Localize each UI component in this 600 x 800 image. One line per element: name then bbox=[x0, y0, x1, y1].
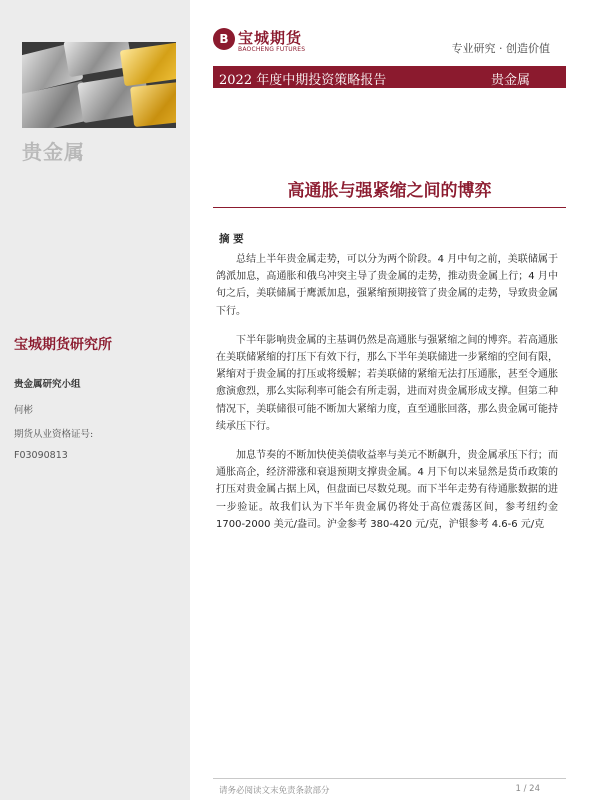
abstract-body bbox=[216, 251, 558, 545]
abstract-paragraph-1: 总结上半年贵金属走势，可以分为两个阶段。4 月中旬之前，美联储属于鸽派加息，高通胀和俄乌冲突主导了贵金属的走势，推动贵金属上行；4 月中旬之后，美联储属于鹰派加息，强紧缩预期接管了贵金属的走势，导致贵金属下行。 bbox=[216, 254, 558, 317]
report-category: 贵金属 bbox=[490, 73, 530, 88]
abstract-paragraph-2: 下半年影响贵金属的主基调仍然是高通胀与强紧缩之间的博弈。若高通胀在美联储紧缩的打压下有效下行，那么下半年美联储进一步紧缩的空间有限，紧缩对于贵金属的打压或将缓解；若美联储的紧缩无法打压通胀，甚至令通胀愈演愈烈，那么实际利率可能会有所走弱，进而对贵金属形成支撑。但第二种情况下，美联储很可能不断加大紧缩力度，直至通胀回落，那么贵金属可能持续承压下行。 bbox=[216, 334, 558, 432]
page-number: 1 / 24 bbox=[515, 784, 540, 794]
slogan: 专业研究 · 创造价值 bbox=[451, 42, 550, 55]
abstract-heading: 摘 要 bbox=[219, 233, 244, 245]
analyst-name: 何彬 bbox=[14, 405, 34, 416]
document-title: 高通胀与强紧缩之间的博弈 bbox=[287, 181, 492, 201]
research-team: 贵金属研究小组 bbox=[14, 379, 81, 390]
logo-icon: B bbox=[213, 28, 235, 50]
disclaimer-note: 请务必阅读文末免责条款部分 bbox=[219, 786, 330, 796]
logo-en: BAOCHENG FUTURES bbox=[238, 46, 306, 53]
research-institute-name: 宝城期货研究所 bbox=[14, 337, 112, 353]
company-logo bbox=[213, 28, 321, 56]
sidebar-category-title: 贵金属 bbox=[22, 140, 85, 164]
license-label: 期货从业资格证号: bbox=[14, 429, 94, 440]
report-header-band bbox=[213, 66, 566, 88]
abstract-paragraph-3: 加息节奏的不断加快使美债收益率与美元不断飙升，贵金属承压下行；而通胀高企，经济滞涨和衰退预期支撑贵金属。4 月下旬以来显然是货币政策的打压对贵金属占据上风，但盘面已尽数兑现。而下半年走势有待通胀数据的进一步验证。故我们认为下半年贵金属仍将处于高位震荡区间，参考纽约金 1700-2000 美元/盎司。沪金参考 380-420 元/克，沪银参考 4.6-6 元/克 bbox=[216, 450, 558, 530]
logo-cn: 宝城期货 bbox=[238, 29, 303, 47]
footer-divider bbox=[213, 778, 566, 779]
license-number: F03090813 bbox=[14, 450, 68, 461]
precious-metal-bars-photo bbox=[22, 42, 176, 128]
report-type: 2022 年度中期投资策略报告 bbox=[219, 73, 387, 88]
sidebar bbox=[0, 0, 190, 800]
title-divider bbox=[213, 207, 566, 208]
